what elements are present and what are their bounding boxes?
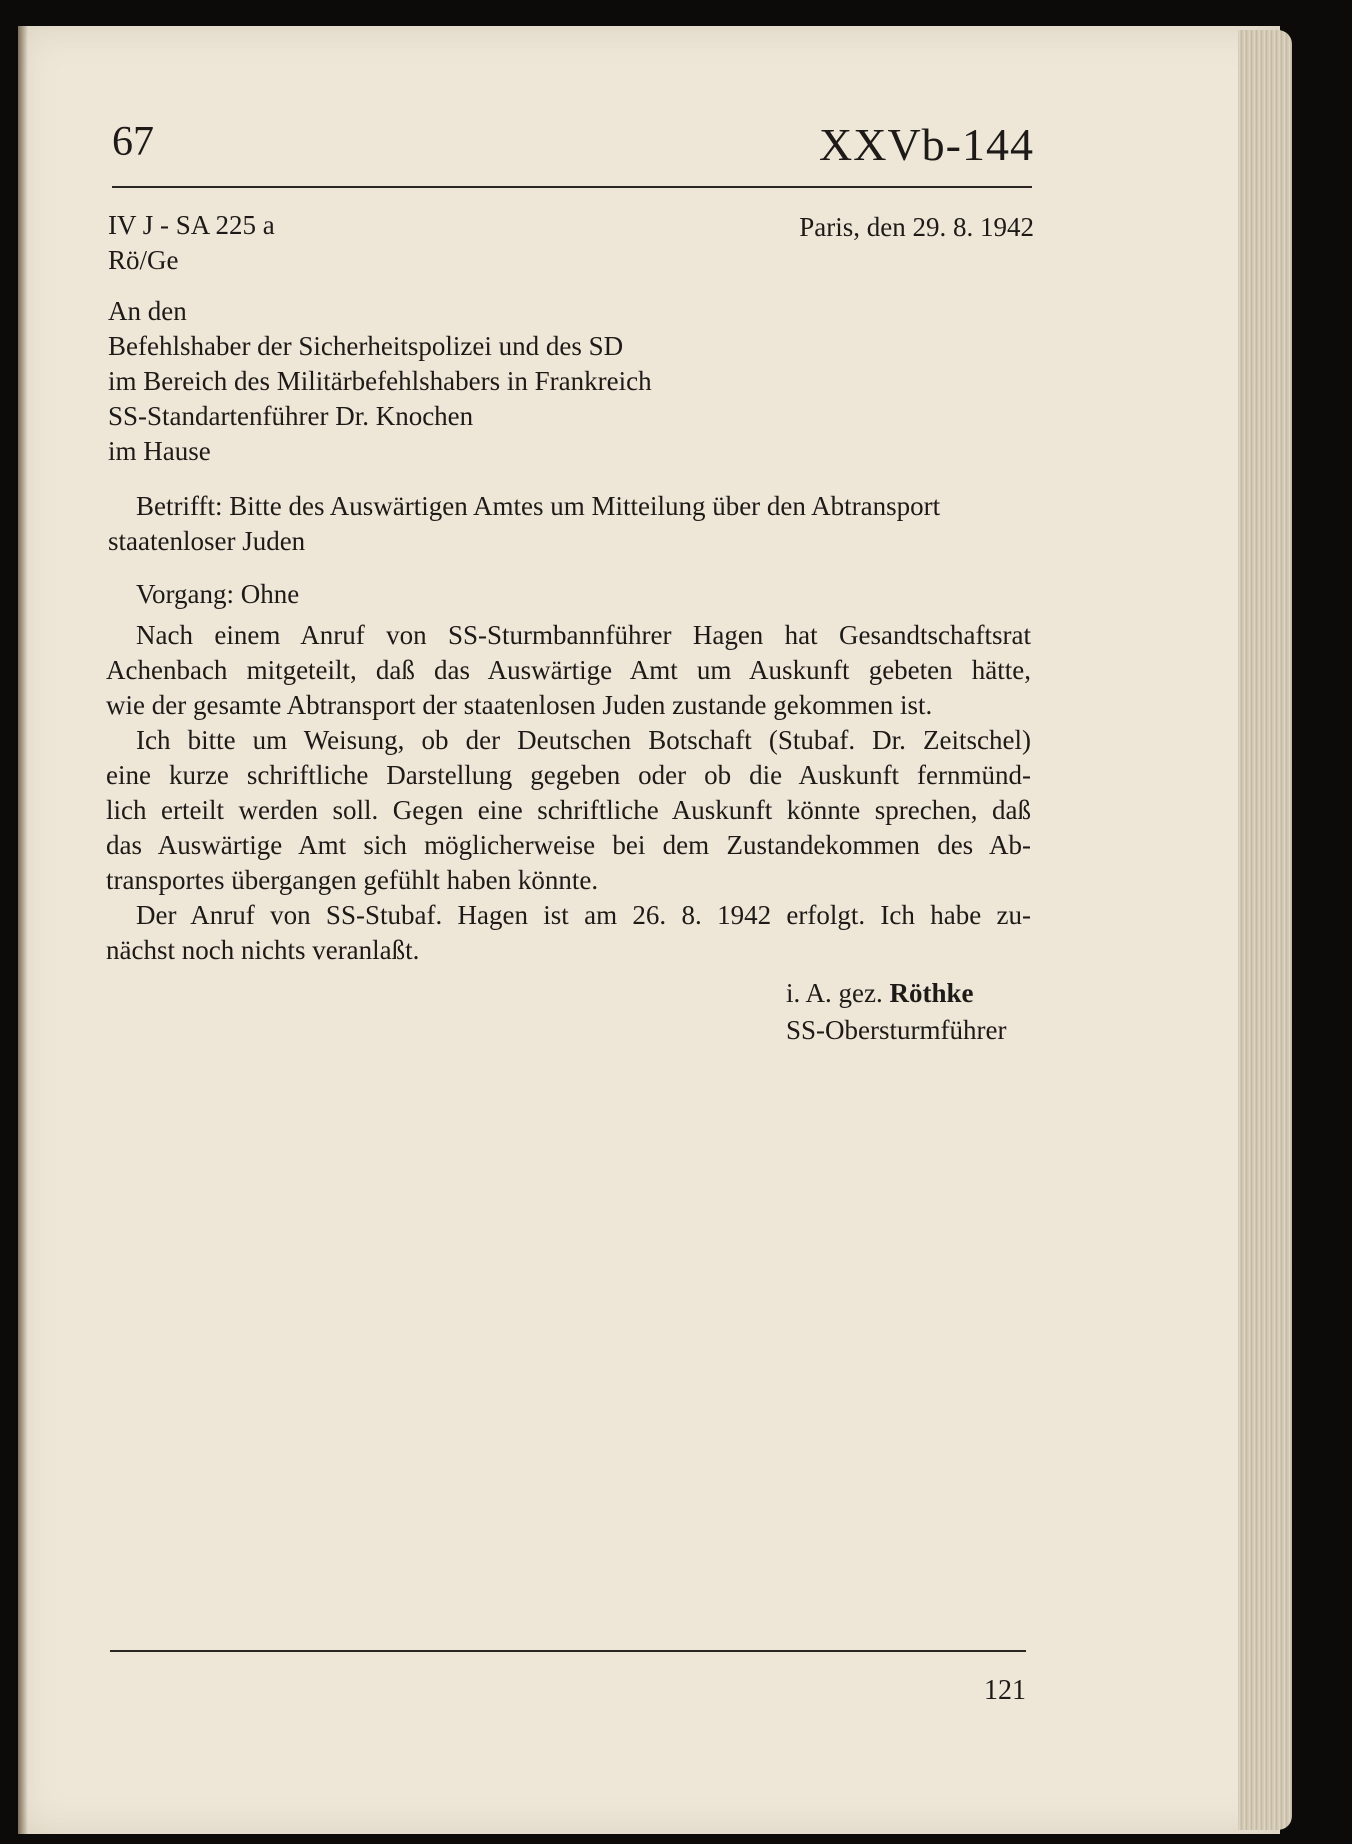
page-edges [1238,30,1292,1830]
signature-block [786,975,1006,1049]
document-number: 67 [112,119,154,165]
spine-shadow [18,26,28,1834]
subject-line-2: staatenloser Juden [108,526,306,556]
header-rule [112,186,1032,188]
body-line: Achenbach mitgeteilt, daß das Auswärtige Amt um Auskunft gebeten hätte, [106,655,1031,685]
address-block [108,294,652,469]
page-number: 121 [984,1675,1026,1706]
address-line: im Hause [108,436,211,466]
body-line: lich erteilt werden soll. Gegen eine schriftliche Auskunft könnte sprechen, daß [106,795,1031,825]
body-line: Nach einem Anruf von SS-Sturmbannführer Hagen hat Gesandtschaftsrat [136,620,1031,650]
body-line: Der Anruf von SS-Stubaf. Hagen ist am 26. 8. 1942 erfolgt. Ich habe zu- [136,900,1031,930]
body-line: das Auswärtige Amt sich möglicherweise bei dem Zustandekommen des Ab- [106,830,1031,860]
signature-name: Röthke [889,978,974,1008]
address-line: An den [108,296,187,326]
vorgang-line: Vorgang: Ohne [136,579,300,609]
subject-line-1: Betrifft: Bitte des Auswärtigen Amtes um Mitteilung über den Abtransport [136,491,941,521]
signature-prefix: i. A. gez. [786,978,883,1008]
body-line: nächst noch nichts veranlaßt. [106,935,420,965]
subject-block [108,489,940,559]
address-line: SS-Standartenführer Dr. Knochen [108,401,474,431]
letter-body [106,618,1031,968]
reference-line-1: IV J - SA 225 a [108,210,275,240]
signature-rank: SS-Obersturmführer [786,1015,1007,1045]
address-line: im Bereich des Militärbefehlshabers in Frankreich [108,366,652,396]
footer-rule [110,1650,1026,1652]
reference-line-2: Rö/Ge [108,245,179,275]
body-line: eine kurze schriftliche Darstellung gegeben oder ob die Auskunft fernmünd- [106,760,1031,790]
body-line: Ich bitte um Weisung, ob der Deutschen Botschaft (Stubaf. Dr. Zeitschel) [136,725,1031,755]
address-line: Befehlshaber der Sicherheitspolizei und des SD [108,331,624,361]
place-date: Paris, den 29. 8. 1942 [799,212,1034,242]
document-code: XXVb-144 [819,119,1034,170]
body-line: wie der gesamte Abtransport der staatenlosen Juden zustande gekommen ist. [106,690,933,720]
body-line: transportes übergangen gefühlt haben könnte. [106,865,599,895]
